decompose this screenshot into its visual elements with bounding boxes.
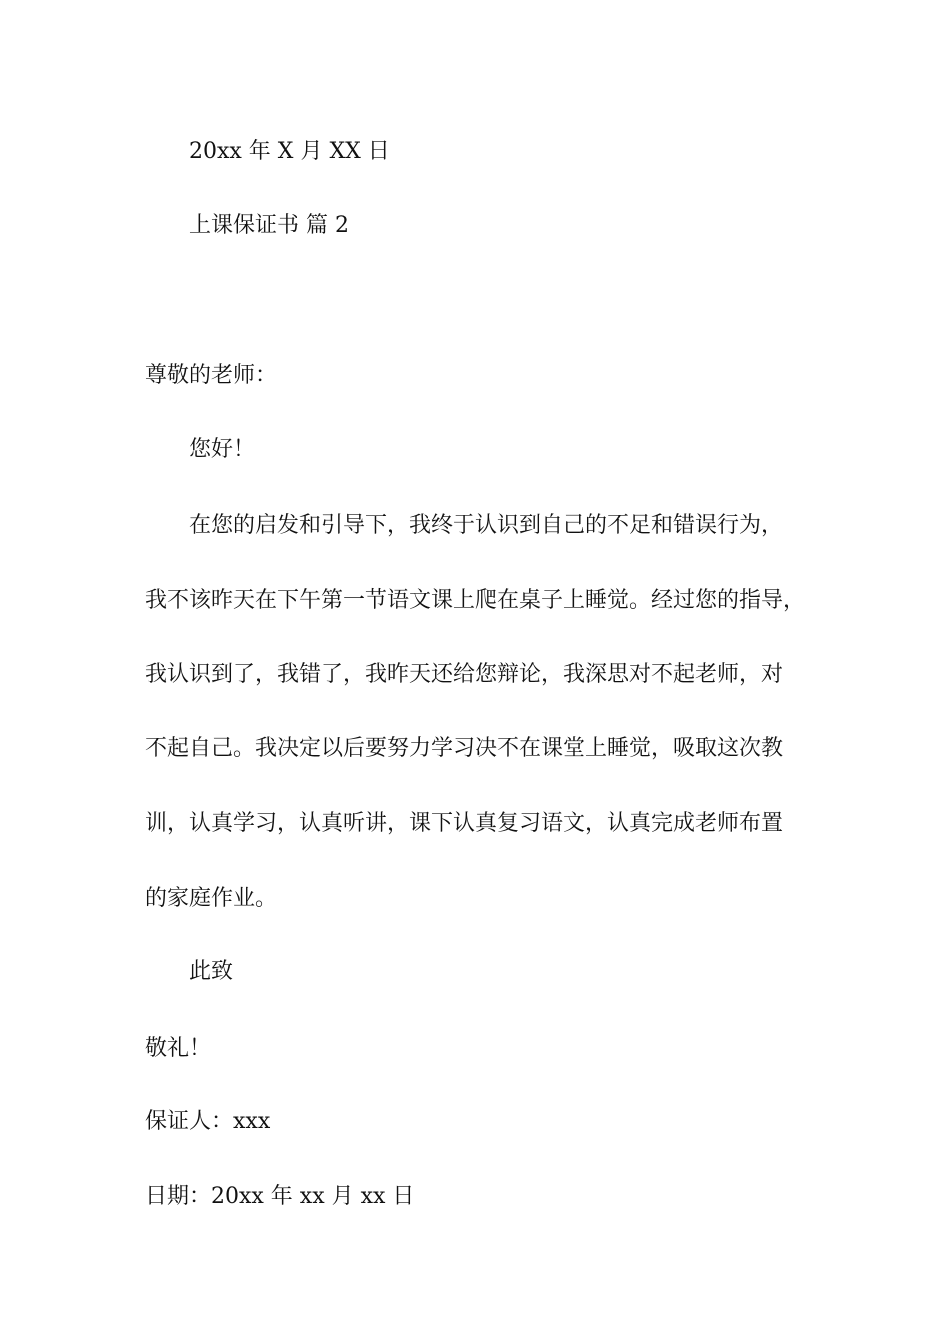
closing-phrase: 此致 xyxy=(189,959,234,984)
signer-line: 保证人：xxx xyxy=(145,1109,271,1134)
body-line: 不起自己。我决定以后要努力学习决不在课堂上睡觉，吸取这次教 xyxy=(145,736,784,761)
closing-salute: 敬礼！ xyxy=(145,1036,212,1061)
salutation: 尊敬的老师： xyxy=(145,363,278,388)
body-line: 我不该昨天在下午第一节语文课上爬在桌子上睡觉。经过您的指导， xyxy=(145,588,806,613)
body-line: 的家庭作业。 xyxy=(145,886,278,911)
document-heading: 上课保证书 篇 2 xyxy=(189,213,349,238)
body-line: 我认识到了，我错了，我昨天还给您辩论，我深思对不起老师，对 xyxy=(145,662,784,687)
body-line: 在您的启发和引导下，我终于认识到自己的不足和错误行为， xyxy=(189,513,784,538)
body-line: 训，认真学习，认真听讲，课下认真复习语文，认真完成老师布置 xyxy=(145,811,784,836)
date-top: 20xx 年 X 月 XX 日 xyxy=(189,139,390,164)
greeting: 您好！ xyxy=(189,437,256,462)
date-bottom: 日期：20xx 年 xx 月 xx 日 xyxy=(145,1184,415,1209)
